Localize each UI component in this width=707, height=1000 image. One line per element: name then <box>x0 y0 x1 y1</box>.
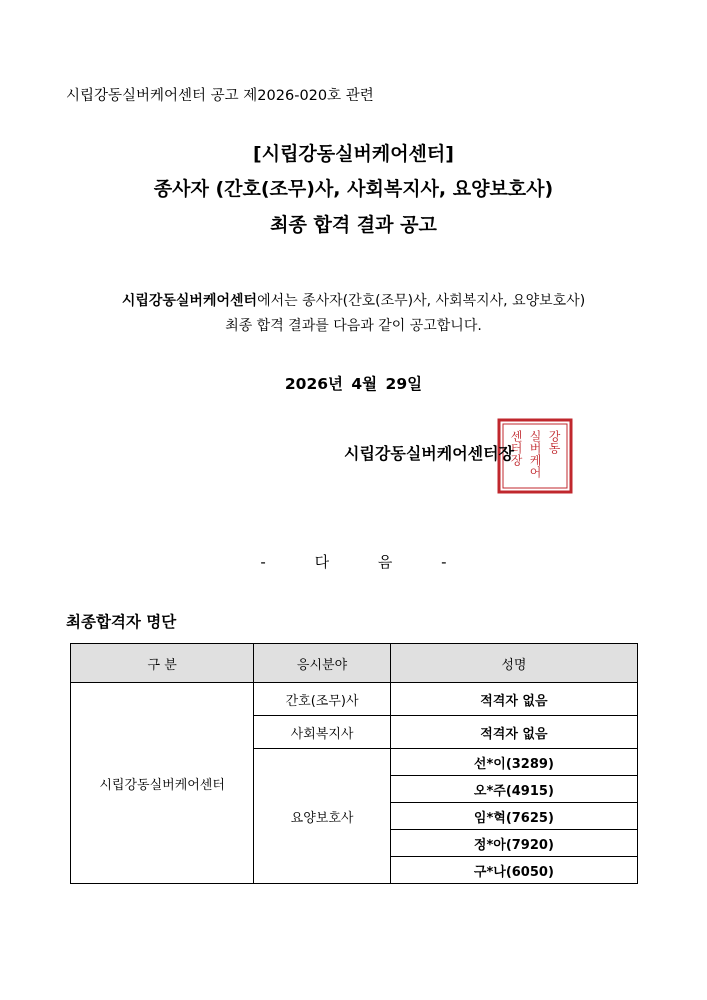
section-title: 최종합격자 명단 <box>66 613 177 631</box>
field-cell: 요양보호사 <box>254 749 391 884</box>
intro-org-name: 시립강동실버케어센터 <box>121 293 258 309</box>
signer-name: 시립강동실버케어센터장 <box>344 444 515 463</box>
seal-text-col-2: 실버케어 <box>528 430 542 478</box>
name-cell: 적격자 없음 <box>390 683 637 716</box>
divider-char-2: 음 <box>377 553 393 571</box>
name-cell: 오*주(4915) <box>390 776 637 803</box>
title-line-1: [시립강동실버케어센터] <box>253 143 454 165</box>
finalist-table <box>70 643 638 884</box>
name-cell: 정*아(7920) <box>390 830 637 857</box>
field-cell: 사회복지사 <box>254 716 391 749</box>
header-name: 성명 <box>390 644 637 683</box>
announcement-date: 2026년 4월 29일 <box>284 375 423 393</box>
divider-char-1: 다 <box>314 553 330 571</box>
group-cell: 시립강동실버케어센터 <box>71 683 254 884</box>
header-category: 구 분 <box>71 644 254 683</box>
intro-paragraph <box>0 289 707 339</box>
field-cell: 간호(조무)사 <box>254 683 391 716</box>
name-cell: 선*이(3289) <box>390 749 637 776</box>
notice-divider <box>0 551 707 572</box>
header-field: 응시분야 <box>254 644 391 683</box>
reference-line: 시립강동실버케어센터 공고 제2026-020호 관련 <box>66 88 374 104</box>
name-cell: 구*나(6050) <box>390 857 637 884</box>
title-line-2: 종사자 (간호(조무)사, 사회복지사, 요양보호사) <box>153 178 554 200</box>
seal-text-col-1: 센터장 <box>509 430 523 466</box>
seal-text-col-3: 강동 <box>547 430 561 454</box>
divider-dash-left: - <box>260 553 266 571</box>
table-header-row <box>71 644 638 683</box>
table-row <box>71 683 638 716</box>
divider-dash-right: - <box>441 553 447 571</box>
name-cell: 임*혁(7625) <box>390 803 637 830</box>
intro-line-1-rest: 에서는 종사자(간호(조무)사, 사회복지사, 요양보호사) <box>257 293 586 309</box>
title-line-3: 최종 합격 결과 공고 <box>270 214 437 236</box>
intro-line-2: 최종 합격 결과를 다음과 같이 공고합니다. <box>225 318 482 334</box>
intro-line-1 <box>0 289 707 314</box>
name-cell: 적격자 없음 <box>390 716 637 749</box>
